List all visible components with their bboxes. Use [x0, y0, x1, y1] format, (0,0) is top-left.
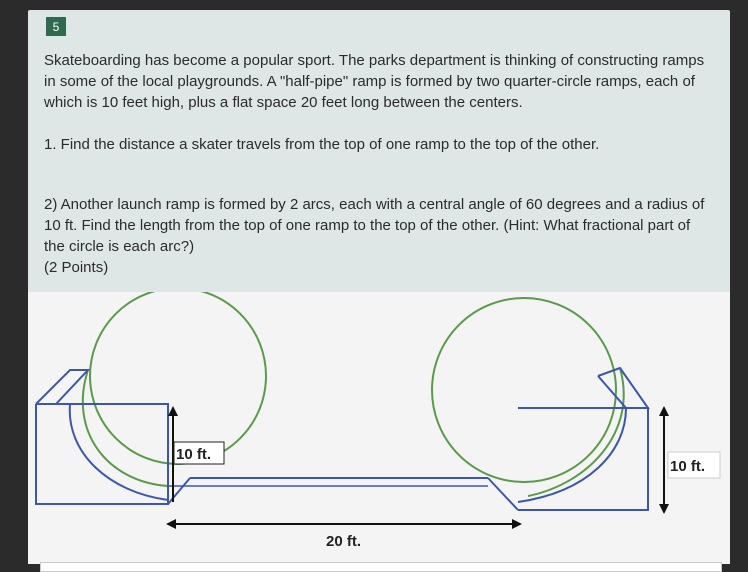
width-arrowhead-left — [166, 519, 176, 529]
left-height-label: 10 ft. — [176, 446, 212, 463]
right-height-arrowhead-top — [659, 406, 669, 416]
question-part2-text: 2) Another launch ramp is formed by 2 arcs, each with a central angle of 60 degrees and a radius of 10 ft. Find the length from the top of one ramp to the top of the other. (Hint: What fractional part of the circle is each arc?) — [44, 196, 705, 255]
right-circle — [432, 298, 616, 482]
right-height-arrowhead-bottom — [659, 504, 669, 514]
width-label: 20 ft. — [326, 533, 362, 550]
left-height-arrowhead — [168, 406, 178, 416]
left-ramp-diagonal — [168, 478, 190, 504]
half-pipe-diagram — [28, 292, 730, 564]
question-card — [28, 10, 730, 564]
right-height-label: 10 ft. — [670, 458, 706, 475]
right-ramp-diagonal — [488, 478, 518, 510]
question-intro-text: Skateboarding has become a popular sport. The parks department is thinking of constructing ramps in some of the local playgrounds. A "half-pipe" ramp is formed by two quarter-circle ramps, each of which is 10 feet high, plus a flat space 20 feet long between the centers. — [44, 52, 705, 111]
width-arrowhead-right — [512, 519, 522, 529]
left-circle — [90, 292, 266, 464]
question-number-badge: 5 — [46, 17, 66, 36]
half-pipe-figure — [28, 292, 730, 564]
right-inner-arc — [528, 368, 624, 496]
left-ramp-top — [36, 370, 88, 404]
question-points-text: (2 Points) — [44, 259, 109, 276]
question-part1-text: 1. Find the distance a skater travels from the top of one ramp to the top of the other. — [44, 136, 600, 153]
